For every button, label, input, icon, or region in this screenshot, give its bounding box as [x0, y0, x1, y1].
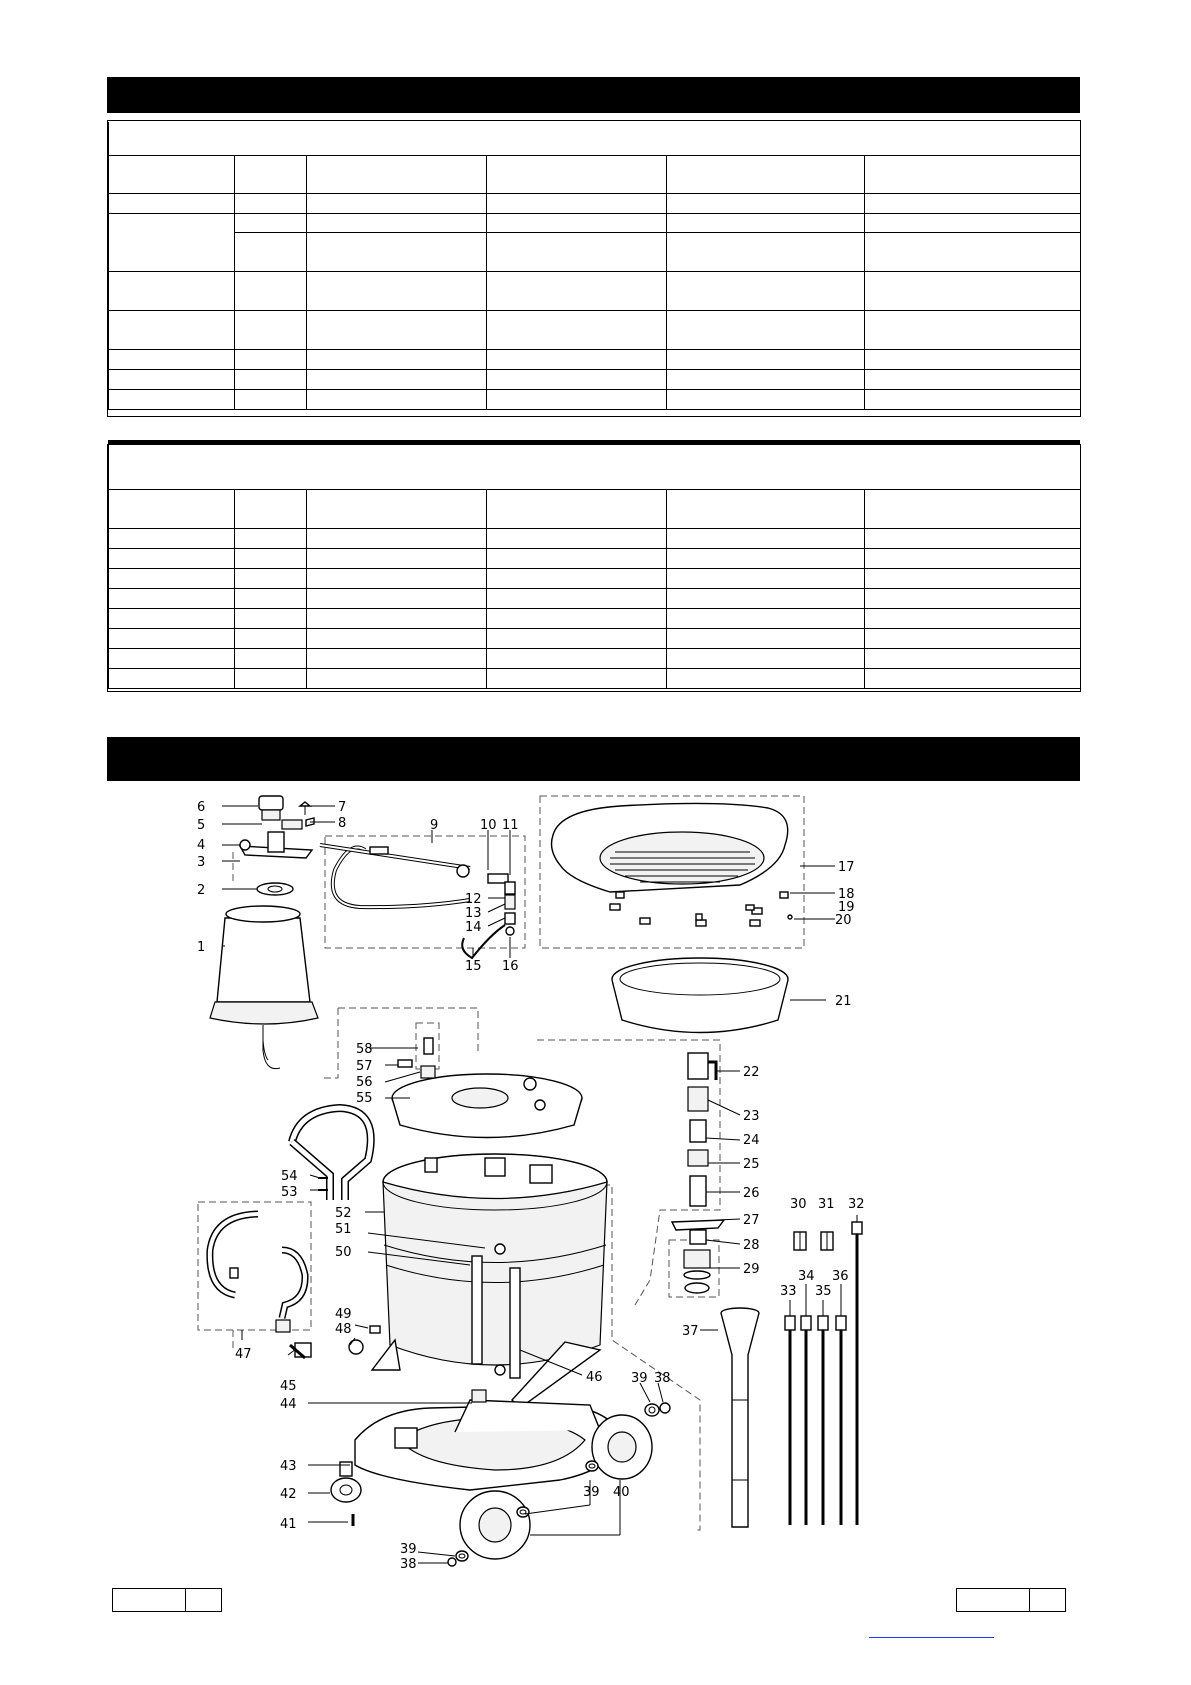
suction-hose-part — [210, 1214, 305, 1332]
part-label: 29 — [743, 1262, 760, 1277]
part-label: 58 — [356, 1042, 373, 1057]
part-label: 17 — [838, 860, 855, 875]
part-label: 14 — [465, 920, 482, 935]
part-label: 42 — [280, 1487, 297, 1502]
hose-kit-group-box — [325, 836, 525, 948]
part-label: 41 — [280, 1517, 297, 1532]
part-label: 23 — [743, 1109, 760, 1124]
part-label: 5 — [197, 818, 206, 833]
footer-left-box — [112, 1588, 222, 1612]
screw-part — [300, 802, 310, 815]
part-label: 11 — [502, 818, 519, 833]
part-label: 3 — [197, 855, 206, 870]
gasket-part — [257, 883, 293, 895]
part-label: 10 — [480, 818, 497, 833]
part-label: 43 — [280, 1459, 297, 1474]
part-label: 51 — [335, 1222, 352, 1237]
part-label: 39 — [400, 1542, 417, 1557]
part-label: 18 — [838, 887, 855, 902]
drain-valve-part — [672, 1053, 724, 1293]
part-label: 16 — [502, 959, 519, 974]
part-label: 27 — [743, 1213, 760, 1228]
part-label: 49 — [335, 1307, 352, 1322]
part-label: 31 — [818, 1197, 835, 1212]
drain-tray-part — [552, 803, 788, 892]
part-label: 36 — [832, 1269, 849, 1284]
part-label: 25 — [743, 1157, 760, 1172]
part-label: 37 — [682, 1324, 699, 1339]
funnel-bowl-part — [612, 958, 788, 1033]
part-label: 54 — [281, 1169, 298, 1184]
part-label: 9 — [430, 818, 439, 833]
part-label: 53 — [281, 1185, 298, 1200]
part-label: 40 — [613, 1485, 630, 1500]
part-label: 55 — [356, 1091, 373, 1106]
canister-part — [210, 906, 318, 1069]
guide-line — [322, 1008, 338, 1078]
part-label: 35 — [815, 1284, 832, 1299]
drain-tube-part — [721, 1308, 759, 1527]
part-label: 45 — [280, 1379, 297, 1394]
drain-hose-part — [320, 845, 515, 958]
tank-body-part — [372, 1154, 607, 1408]
probe-tube-parts — [785, 1316, 846, 1525]
part-label: 2 — [197, 883, 206, 898]
part-label: 1 — [197, 940, 206, 955]
part-label: 28 — [743, 1238, 760, 1253]
part-label: 6 — [197, 800, 206, 815]
part-label: 52 — [335, 1206, 352, 1221]
caster-part — [331, 1462, 361, 1526]
part-label: 57 — [356, 1059, 373, 1074]
part-label: 39 — [631, 1371, 648, 1386]
part-label: 38 — [654, 1371, 671, 1386]
part-label: 7 — [338, 800, 347, 815]
part-label: 48 — [335, 1322, 352, 1337]
part-label: 19 — [838, 900, 855, 915]
part-label: 50 — [335, 1245, 352, 1260]
part-label: 26 — [743, 1186, 760, 1201]
suction-hose-group-box — [198, 1202, 311, 1330]
part-label: 15 — [465, 959, 482, 974]
part-label: 34 — [798, 1269, 815, 1284]
part-label: 12 — [465, 892, 482, 907]
part-label: 4 — [197, 838, 206, 853]
part-label: 20 — [835, 913, 852, 928]
handle-part — [292, 1108, 371, 1200]
part-label: 21 — [835, 994, 852, 1009]
part-label: 24 — [743, 1133, 760, 1148]
part-label: 8 — [338, 816, 347, 831]
part-label: 13 — [465, 906, 482, 921]
tray-feet-parts — [610, 892, 792, 926]
footer-right-box — [956, 1588, 1066, 1612]
base-trolley-part — [355, 1390, 625, 1490]
part-label: 44 — [280, 1397, 297, 1412]
part-label: 30 — [790, 1197, 807, 1212]
part-label: 46 — [586, 1370, 603, 1385]
tank-lid-part — [392, 1074, 582, 1138]
part-label: 22 — [743, 1065, 760, 1080]
part-label: 32 — [848, 1197, 865, 1212]
part-label: 47 — [235, 1347, 252, 1362]
adapter-parts — [794, 1222, 862, 1525]
hose-valve-part — [290, 1343, 311, 1358]
part-label: 38 — [400, 1557, 417, 1572]
part-label: 56 — [356, 1075, 373, 1090]
part-label: 39 — [583, 1485, 600, 1500]
part-label: 33 — [780, 1284, 797, 1299]
footer-link[interactable] — [869, 1637, 994, 1638]
